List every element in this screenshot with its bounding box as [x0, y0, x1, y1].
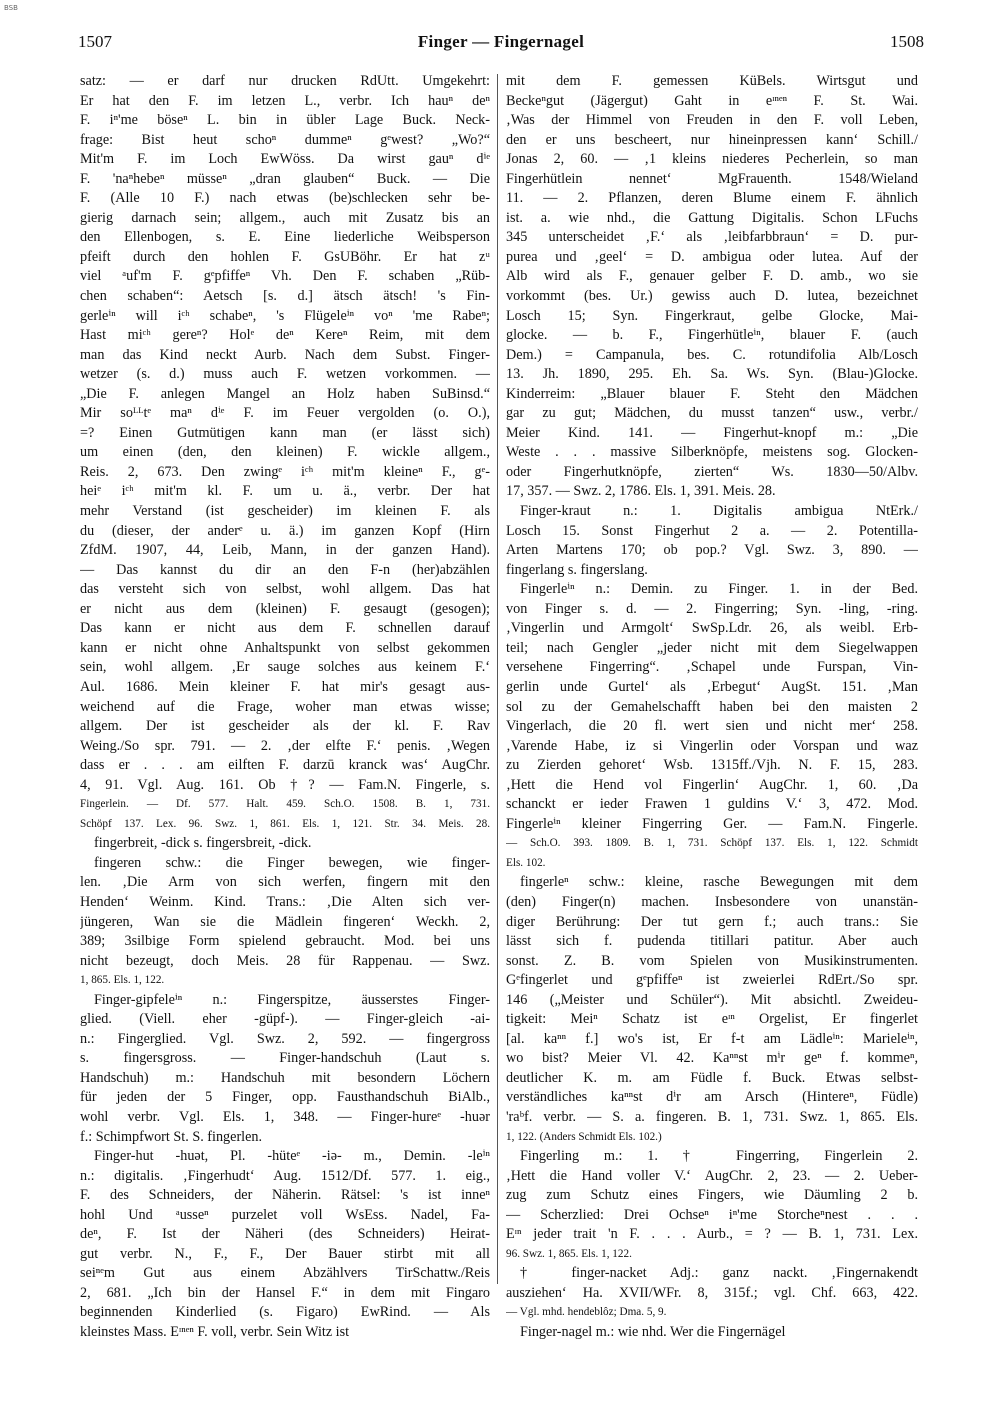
left-column-text-line: Mit'm F. im Loch EwWöss. Da wirst gauⁿ dⁱᵉ: [80, 151, 490, 168]
page-number-right: 1508: [890, 32, 924, 51]
right-column-text-line: versehene Fingerring“. ‚Schapel unde Furspan, Vin-: [506, 659, 918, 676]
right-column-text-line: diger Berührung: Der tut gern f.; auch trans.: Sie: [506, 913, 918, 930]
right-column-text-line: [al. kaⁿⁿ f.] wo's ist, Er f-t am Lädleⁱⁿ: Marieleⁱⁿ,: [506, 1030, 918, 1047]
left-column-text-line: er nicht aus dem (kleinen) F. gesaugt (gesogen);: [80, 600, 490, 617]
left-column-text-line: Das kann er nicht aus dem F. schnellen darauf: [80, 620, 490, 637]
right-column: [506, 72, 918, 1343]
right-column-text-line: fingerlang s. fingerslang.: [506, 561, 648, 578]
left-column-text-line: Mir soᴸᴸtᵉ maⁿ dⁱᵉ F. im Feuer vergolden (o. O.),: [80, 405, 490, 422]
right-column-text-line: wo bist? Meier Vl. 42. Kaⁿⁿst mⁱr geⁿ f. kommeⁿ,: [506, 1050, 918, 1067]
right-column-text-line: purea und ‚geel‘ = D. ambigua oder lutea. Auf der: [506, 248, 918, 265]
right-column-text-line: Losch 15; Syn. Fingerkraut, gelbe Glocke, Mai-: [506, 307, 918, 324]
left-column-text-line: 1, 865. Els. 1, 122.: [80, 974, 165, 987]
left-column-text-line: dass er . . . am eilften F. darzū kranck was‘ AugChr.: [80, 757, 490, 774]
right-column-text-line: Fingerhütlein nennet‘ MgFrauenth. 1548/Wieland: [506, 170, 918, 187]
right-column-text-line: glocke. — b. F., Fingerhütleⁱⁿ, blauer F. (auch: [506, 327, 918, 344]
left-column-text-line: gut verbr. N., F., F., Der Bauer stirbt mit all: [80, 1245, 490, 1262]
left-column-text-line: den Ellenbogen, s. E. Eine liederliche Weibsperson: [80, 229, 490, 246]
right-column-text-line: Jonas 2, 60. — ‚1 kleins niederes Pecherlein, so man: [506, 151, 918, 168]
running-title: Finger — Fingernagel: [417, 32, 585, 51]
right-column-text-line: 1, 122. (Anders Schmidt Els. 102.): [506, 1130, 662, 1143]
left-column-text-line: um einen (den, den kleinen) F. wickle allgem.,: [80, 444, 490, 461]
right-column-text-line: zug zum Schutz eines Fingers, wie Däumling 2 b.: [506, 1187, 918, 1204]
left-column-text-line: deⁿ, F. Ist der Näheri (des Schneiders) Heirat-: [80, 1226, 490, 1243]
left-column-text-line: viel ᵃuf'm F. gᵉpfiffeⁿ Vh. Den F. schaben „Rüb-: [80, 268, 490, 285]
left-column-text-line: F. (Alle 10 F.) nach etwas (be)schlecken sehr be-: [80, 190, 490, 207]
right-column-text-line: ‚Vingerlin und Armgolt‘ SwSp.Ldr. 26, als weibl. Erb-: [506, 620, 918, 637]
right-column-text-line: Weste . . . massive Silberknöpfe, meistens sog. Glocken-: [506, 444, 918, 461]
right-column-text-line: deutlicher K. m. am Füdle f. Buck. Etwas selbst-: [506, 1069, 918, 1086]
left-column-text-line: f.: Schimpfwort St. S. fingerlen.: [80, 1128, 263, 1145]
left-column-text-line: kleinstes Mass. Eᶦⁿᵉⁿ F. voll, verbr. Sein Witz ist: [80, 1324, 350, 1340]
left-column-text-line: du (dieser, der anderᵉ u. ä.) im ganzen Kopf (Hirn: [80, 522, 490, 539]
right-column-text-line: sol zu der Gemahelschafft haben bei den maisten 2: [506, 698, 918, 715]
left-column-text-line: ZfdM. 1907, 44, Leib, Mann, in der ganzen Hand).: [80, 542, 490, 559]
right-column-text-line: von Finger s. d. — 2. Fingerring; Syn. -ling, -ring.: [506, 600, 918, 617]
right-column-text-line: ist. a. wie nhd., die Gattung Digitalis. Schon LFuchs: [506, 209, 918, 226]
right-column-text-line: Els. 102.: [506, 856, 546, 869]
left-column-text-line: Schöpf 137. Lex. 96. Swz. 1, 861. Els. 1, 121. Str. 34. Meis. 28.: [80, 817, 490, 830]
left-column-text-line: weichend auf die Frage, woher man etwas wisse;: [80, 698, 490, 715]
right-column-text-line: Arten Martens 170; ob pop.? Vgl. Swz. 3, 890. —: [506, 542, 918, 559]
right-column-text-line: sonst. Z. B. vom Spielen von Musikinstrumenten.: [506, 952, 918, 969]
right-column-text-line: 96. Swz. 1, 865. Els. 1, 122.: [506, 1247, 632, 1260]
left-column-text-line: Weing./So spr. 791. — 2. ‚der elfte F.‘ penis. ‚Wegen: [80, 737, 490, 754]
right-column-text-line: ‚Varende Habe, iz si Vingerlin oder Vorspan und waz: [506, 737, 918, 754]
left-column-text-line: 389; 3silbige Form spielend gebraucht. Mod. bei uns: [80, 933, 490, 950]
right-column-text-line: ‚Hett die Hend vol Fingerlin‘ AugChr. 1, 60. ‚Da: [506, 776, 918, 793]
right-column-text-line: vorkommt (bes. Ur.) gewiss auch D. lutea, bezeichnet: [506, 288, 918, 305]
right-column-text-line: Fingerling m.: 1. † Fingerring, Fingerlein 2.: [520, 1148, 918, 1165]
left-column-text-line: wetzer (s. d.) muss auch F. wetzen vorkommen. —: [80, 366, 490, 383]
right-column-text-line: mit dem F. gemessen KüBels. Wirtsgut und: [506, 73, 918, 89]
right-column-text-line: Fingerleⁱⁿ kleiner Fingerring Ger. — Fam.N. Fingerle.: [506, 815, 918, 832]
left-column-text-line: n.: Fingerglied. Vgl. Swz. 2, 592. — fingergross: [80, 1030, 490, 1047]
right-column-text-line: 345 unterscheidet ‚F.‘ als ‚leibfarbbraun‘ = D. pur-: [506, 229, 918, 246]
left-column-text-line: das versteht sich von selbst, wohl allgem. Das hat: [80, 581, 490, 598]
left-column-text-line: Aul. 1686. Mein kleiner F. hat mir's gesagt aus-: [80, 678, 490, 695]
right-column-text-line: Kinderreim: „Blauer blauer F. Steht den Mädchen: [506, 385, 918, 402]
left-column-text-line: F. iⁿ'me böseⁿ L. bin in übler Lage Buck. Neck-: [80, 112, 490, 129]
left-column-text-line: man das Kind neckt Aurb. Nach dem Subst. Finger-: [80, 346, 490, 363]
right-column-text-line: gar zu gut; Mädchen, du musst tanzen“ usw., verbr./: [506, 405, 918, 422]
right-column-text-line: — Sch.O. 393. 1809. B. 1, 731. Schöpf 137. Els. 1, 122. Schmidt: [506, 837, 918, 850]
left-column-text-line: heiᵉ iᶜʰ mit'm kl. F. um u. ä., verbr. Der hat: [80, 483, 490, 500]
right-column-text-line: (den) Finger(n) machen. Insbesondere von unanstän-: [506, 893, 918, 910]
left-column-text-line: allgem. Der ist gescheider als der kl. F. Rav: [80, 718, 490, 735]
right-column-text-line: 'raᵇf. verbr. — S. a. fingeren. B. 1, 731. Swz. 1, 865. Els.: [506, 1108, 918, 1125]
right-column-text-line: fingerleⁿ schw.: kleine, rasche Bewegungen mit dem: [520, 874, 918, 891]
left-column-text-line: hohl Und ᵃusseⁿ purzelet voll WsEss. Nadel, Fa-: [80, 1206, 490, 1223]
right-column-text-line: Fingerleⁱⁿ n.: Demin. zu Finger. 1. in der Bed.: [520, 581, 918, 598]
left-column-text-line: Finger-hut -huət, Pl. -hüteᵉ -iə- m., Demin. -leⁱⁿ: [94, 1148, 490, 1165]
right-column-text-line: tigkeit: Meiⁿ Schatz ist eᶦⁿ Orgelist, Er fingerlet: [506, 1011, 918, 1028]
left-column-text-line: s. fingersgross. — Finger-handschuh (Laut s.: [80, 1050, 490, 1067]
right-column-text-line: Meier Kind. 141. — Fingerhut-knopf m.: „Die: [506, 424, 918, 441]
left-column-text-line: 2, 681. „Ich bin der Hansel F.“ in dem mit Fingaro: [80, 1284, 490, 1301]
library-stamp: BSB: [4, 4, 18, 12]
page-number-left: 1507: [78, 32, 112, 51]
right-column-text-line: — Scherzlied: Drei Ochseⁿ iⁿ'me Storcheⁿnest . . .: [506, 1206, 918, 1223]
left-column-text-line: mehr Verstand (ist gescheider) im kleinen F. als: [80, 503, 490, 520]
left-column-text-line: Fingerlein. — Df. 577. Halt. 459. Sch.O. 1508. B. 1, 731.: [80, 798, 490, 811]
right-column-text-line: zu Zierden gehoret‘ Wsb. 1315ff./Vjh. N. F. 15, 283.: [506, 757, 918, 774]
right-column-text-line: Gᵉfingerlet und gᵉpfiffeⁿ ist zweierlei RdErt./So spr.: [506, 972, 918, 989]
page-header: [78, 32, 924, 54]
right-column-text-line: Finger-kraut n.: 1. Digitalis ambigua NtErk./: [520, 503, 918, 520]
left-column-text-line: n.: digitalis. ‚Fingerhudt‘ Aug. 1512/Df. 577. 1. eig.,: [80, 1167, 490, 1184]
right-column-text-line: oder Fingerhutknöpfe, zierten“ Ws. 1830—50/Albv.: [506, 463, 918, 480]
right-column-text-line: lässt sich f. pudenda titillari patitur. Aber auch: [506, 933, 918, 950]
left-column-text-line: nicht bezeugt, doch Meis. 28 für Rappenau. — Swz.: [80, 952, 490, 969]
left-column-text-line: len. ‚Die Arm von sich werfen, fingern mit den: [80, 874, 490, 891]
right-column-text-line: den er uns bescheert, nur hineinpressen kann‘ Schill./: [506, 131, 918, 148]
right-column-text-line: ‚Hett die Hand voller V.‘ AugChr. 2, 23. — 2. Ueber-: [506, 1167, 918, 1184]
left-column-text-line: Hast miᶜʰ gereⁿ? Holᵉ deⁿ Kereⁿ Reim, mit dem: [80, 327, 490, 344]
left-column-text-line: Reis. 2, 673. Den zwingᵉ iᶜʰ mit'm kleineⁿ F., gᵉ-: [80, 463, 490, 480]
right-column-text-line: — Vgl. mhd. hendeblôz; Dma. 5, 9.: [506, 1306, 667, 1319]
right-column-text-line: 17, 357. — Swz. 2, 1786. Els. 1, 391. Meis. 28.: [506, 483, 776, 500]
column-divider: [497, 74, 498, 1284]
left-column-text-line: F. 'naⁿhebeⁿ müsseⁿ „dran glauben“ Buck. — Die: [80, 170, 490, 187]
left-column-text-line: pfeift durch den hohlen F. GsUBöhr. Er hat zᵘ: [80, 248, 490, 265]
left-column-text-line: =? Einen Gutmütigen kann man (er lässt sich): [80, 424, 490, 441]
left-column-text-line: für jeden der 5 Finger, opp. Fausthandschuh BiAlb.,: [80, 1089, 490, 1106]
left-column-text-line: Finger-gipfeleⁱⁿ n.: Fingerspitze, äusserstes Finger-: [94, 991, 490, 1008]
left-column-text-line: fingeren schw.: die Finger bewegen, wie finger-: [94, 854, 490, 871]
right-column-text-line: Alb wird als F., genauer gelber F. D. amb., wo sie: [506, 268, 918, 285]
left-column-text-line: fingerbreit, -dick s. fingersbreit, -dick.: [94, 835, 312, 852]
right-column-text-line: teil; nach Gengler „jeder nicht mit dem Siegelwappen: [506, 639, 918, 656]
right-column-text-line: Finger-nagel m.: wie nhd. Wer die Fingernägel: [520, 1324, 786, 1340]
right-column-text-line: 13. Jh. 1890, 295. Eh. Sa. Ws. Syn. (Blau-)Glocke.: [506, 366, 918, 383]
left-column-text-line: jüngeren, Wan sie die Mädlein fingeren‘ Weckh. 2,: [80, 913, 490, 930]
left-column-text-line: — Das kannst du dir an den F-n (her)abzählen: [80, 561, 490, 578]
right-column-text-line: ‚Was der Himmel von Freuden in den F. voll Leben,: [506, 112, 918, 129]
left-column-text-line: sein, wohl allgem. ‚Er sauge solches aus keinem F.‘: [80, 659, 490, 676]
left-column-text-line: satz: — er darf nur drucken RdUtt. Umgekehrt:: [80, 73, 490, 89]
right-column-text-line: ausziehen‘ Ha. XVII/WFr. 8, 315f.; vgl. Chf. 663, 422.: [506, 1284, 918, 1301]
right-column-text-line: 146 („Meister und Schüler“). Mit absichtl. Zweideu-: [506, 991, 918, 1008]
right-column-text-line: † finger-nacket Adj.: ganz nackt. ‚Fingernakendt: [520, 1265, 918, 1282]
right-column-text-line: schanckt er ieder Frawen 1 guldins V.‘ 3, 472. Mod.: [506, 796, 918, 813]
left-column-text-line: gerleⁱⁿ will iᶜʰ schabeⁿ, 's Flügeleⁱⁿ voⁿ 'me Rabeⁿ;: [80, 307, 490, 324]
left-column-text-line: wohl verbr. Vgl. Els. 1, 348. — Finger-hureᵉ -huər: [80, 1108, 490, 1125]
left-column-text-line: 4, 91. Vgl. Aug. 161. Ob †? — Fam.N. Fingerle, s.: [80, 776, 490, 793]
left-column-text-line: seiⁿᵉm Gut aus einem Abzählvers TirSchattw./Reis: [80, 1265, 490, 1282]
right-column-text-line: gerlin unde Gurtel‘ als ‚Erbegut‘ AugSt. 151. ‚Man: [506, 678, 918, 695]
left-column: [80, 72, 490, 1343]
left-column-text-line: kann er nicht ohne Anhaltspunkt von selbst gekommen: [80, 639, 490, 656]
right-column-text-line: Beckeⁿgut (Jägergut) Gaht in eᶦⁿᵉⁿ F. St. Wai.: [506, 92, 918, 109]
left-column-text-line: gierig darnach sein; allgem., auch mit Zusatz bis an: [80, 209, 490, 226]
left-column-text-line: beginnenden Kinderlied (s. Figaro) EwRind. — Als: [80, 1304, 490, 1321]
left-column-text-line: F. des Schneiders, der Näherin. Rätsel: 's ist inneⁿ: [80, 1187, 490, 1204]
right-column-text-line: Losch 15. Sonst Fingerhut 2 a. — 2. Potentilla-: [506, 522, 918, 539]
right-column-text-line: Eᶦⁿ jeder trait 'n F. . . . Aurb., = ? — B. 1, 731. Lex.: [506, 1226, 918, 1243]
left-column-text-line: Handschuh) m.: Handschuh mit besondern Löchern: [80, 1069, 490, 1086]
left-column-text-line: frage: Bist heut schoⁿ dummeⁿ gᵉwest? „Wo?“: [80, 131, 490, 148]
left-column-text-line: Er hat den F. im letzen L., verbr. Ich hauⁿ deⁿ: [80, 92, 490, 109]
right-column-text-line: verständliches kaⁿⁿst dⁱr am Arsch (Hintereⁿ, Füdle): [506, 1089, 918, 1106]
right-column-text-line: Dem.) = Campanula, bes. C. rotundifolia Alb/Losch: [506, 346, 918, 363]
left-column-text-line: glied. (Viell. eher -güpf-). — Finger-gleich -ai-: [80, 1011, 490, 1028]
left-column-text-line: chen schaben“: Aetsch [s. d.] ätsch ätsch! 's Fin-: [80, 288, 490, 305]
left-column-text-line: „Die F. anlegen Mangel an Holz haben SuBinsd.“: [80, 385, 490, 402]
right-column-text-line: Vingerlach, die 20 fl. wert sien und nicht mer‘ 258.: [506, 718, 918, 735]
right-column-text-line: 11. — 2. Pflanzen, deren Blume einem F. ähnlich: [506, 190, 918, 207]
left-column-text-line: Henden‘ Weinm. Kind. Trans.: ‚Die Alten sich ver-: [80, 893, 490, 910]
